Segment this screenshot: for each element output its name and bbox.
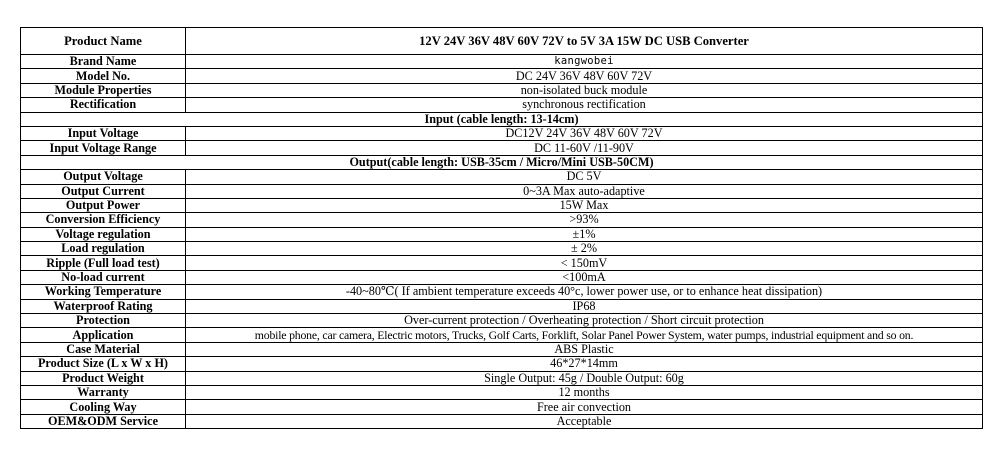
row-label: Product Name	[21, 28, 186, 55]
row-value: 12 months	[186, 385, 983, 399]
row-label: Product Weight	[21, 371, 186, 385]
row-label: Output Power	[21, 198, 186, 212]
row-value: 46*27*14mm	[186, 357, 983, 371]
spec-table	[20, 27, 983, 429]
row-label: Ripple (Full load test)	[21, 256, 186, 270]
spec-row-product-weight	[21, 371, 983, 385]
spec-row-model-no	[21, 69, 983, 83]
output-section-header	[21, 155, 983, 169]
row-value: ABS Plastic	[186, 342, 983, 356]
row-value: < 150mV	[186, 256, 983, 270]
row-label: Rectification	[21, 98, 186, 112]
spec-row-input-voltage	[21, 126, 983, 140]
row-value: Acceptable	[186, 414, 983, 428]
spec-row-output-power	[21, 198, 983, 212]
spec-row-output-current	[21, 184, 983, 198]
row-label: Protection	[21, 314, 186, 328]
row-label: Input Voltage Range	[21, 141, 186, 155]
row-value: mobile phone, car camera, Electric motors, Trucks, Golf Carts, Forklift, Solar Panel Power System, water pumps, industrial equipment and so on.	[186, 328, 983, 342]
spec-row-oem-odm-service	[21, 414, 983, 428]
row-value: Over-current protection / Overheating protection / Short circuit protection	[186, 314, 983, 328]
spec-row-module-properties	[21, 83, 983, 97]
row-label: No-load current	[21, 270, 186, 284]
spec-row-waterproof-rating	[21, 299, 983, 313]
row-label: Load regulation	[21, 242, 186, 256]
row-value: Single Output: 45g / Double Output: 60g	[186, 371, 983, 385]
row-value: non-isolated buck module	[186, 83, 983, 97]
spec-row-product-size	[21, 357, 983, 371]
input-section-header	[21, 112, 983, 126]
row-label: Output Current	[21, 184, 186, 198]
row-label: Application	[21, 328, 186, 342]
row-label: Brand Name	[21, 55, 186, 69]
row-value: 12V 24V 36V 48V 60V 72V to 5V 3A 15W DC USB Converter	[186, 28, 983, 55]
row-value: <100mA	[186, 270, 983, 284]
row-label: Product Size (L x W x H)	[21, 357, 186, 371]
row-label: Working Temperature	[21, 285, 186, 299]
spec-row-output-voltage	[21, 170, 983, 184]
spec-row-no-load-current	[21, 270, 983, 284]
row-label: Output Voltage	[21, 170, 186, 184]
row-value: DC 24V 36V 48V 60V 72V	[186, 69, 983, 83]
spec-row-brand-name	[21, 55, 983, 69]
section-title: Input (cable length: 13-14cm)	[21, 112, 983, 126]
row-value: DC 5V	[186, 170, 983, 184]
spec-row-protection	[21, 314, 983, 328]
row-value: >93%	[186, 213, 983, 227]
product-name-row	[21, 28, 983, 55]
row-value: kangwobei	[186, 55, 983, 69]
row-value: DC 11-60V /11-90V	[186, 141, 983, 155]
row-value: IP68	[186, 299, 983, 313]
spec-row-cooling-way	[21, 400, 983, 414]
row-value: synchronous rectification	[186, 98, 983, 112]
row-label: Voltage regulation	[21, 227, 186, 241]
row-value: 15W Max	[186, 198, 983, 212]
spec-row-working-temperature	[21, 285, 983, 299]
spec-row-input-voltage-range	[21, 141, 983, 155]
spec-row-warranty	[21, 385, 983, 399]
spec-row-ripple	[21, 256, 983, 270]
row-label: Input Voltage	[21, 126, 186, 140]
row-value: -40~80℃( If ambient temperature exceeds 40°c, lower power use, or to enhance heat dissipation)	[186, 285, 983, 299]
spec-row-voltage-regulation	[21, 227, 983, 241]
row-value: 0~3A Max auto-adaptive	[186, 184, 983, 198]
row-label: Warranty	[21, 385, 186, 399]
spec-row-case-material	[21, 342, 983, 356]
row-value: ± 2%	[186, 242, 983, 256]
row-label: Waterproof Rating	[21, 299, 186, 313]
row-label: Model No.	[21, 69, 186, 83]
spec-row-rectification	[21, 98, 983, 112]
spec-row-load-regulation	[21, 242, 983, 256]
section-title: Output(cable length: USB-35cm / Micro/Mini USB-50CM)	[21, 155, 983, 169]
row-value: DC12V 24V 36V 48V 60V 72V	[186, 126, 983, 140]
spec-row-application	[21, 328, 983, 342]
spec-row-conversion-efficiency	[21, 213, 983, 227]
row-value: ±1%	[186, 227, 983, 241]
row-label: Cooling Way	[21, 400, 186, 414]
row-value: Free air convection	[186, 400, 983, 414]
row-label: Module Properties	[21, 83, 186, 97]
row-label: Case Material	[21, 342, 186, 356]
row-label: Conversion Efficiency	[21, 213, 186, 227]
row-label: OEM&ODM Service	[21, 414, 186, 428]
